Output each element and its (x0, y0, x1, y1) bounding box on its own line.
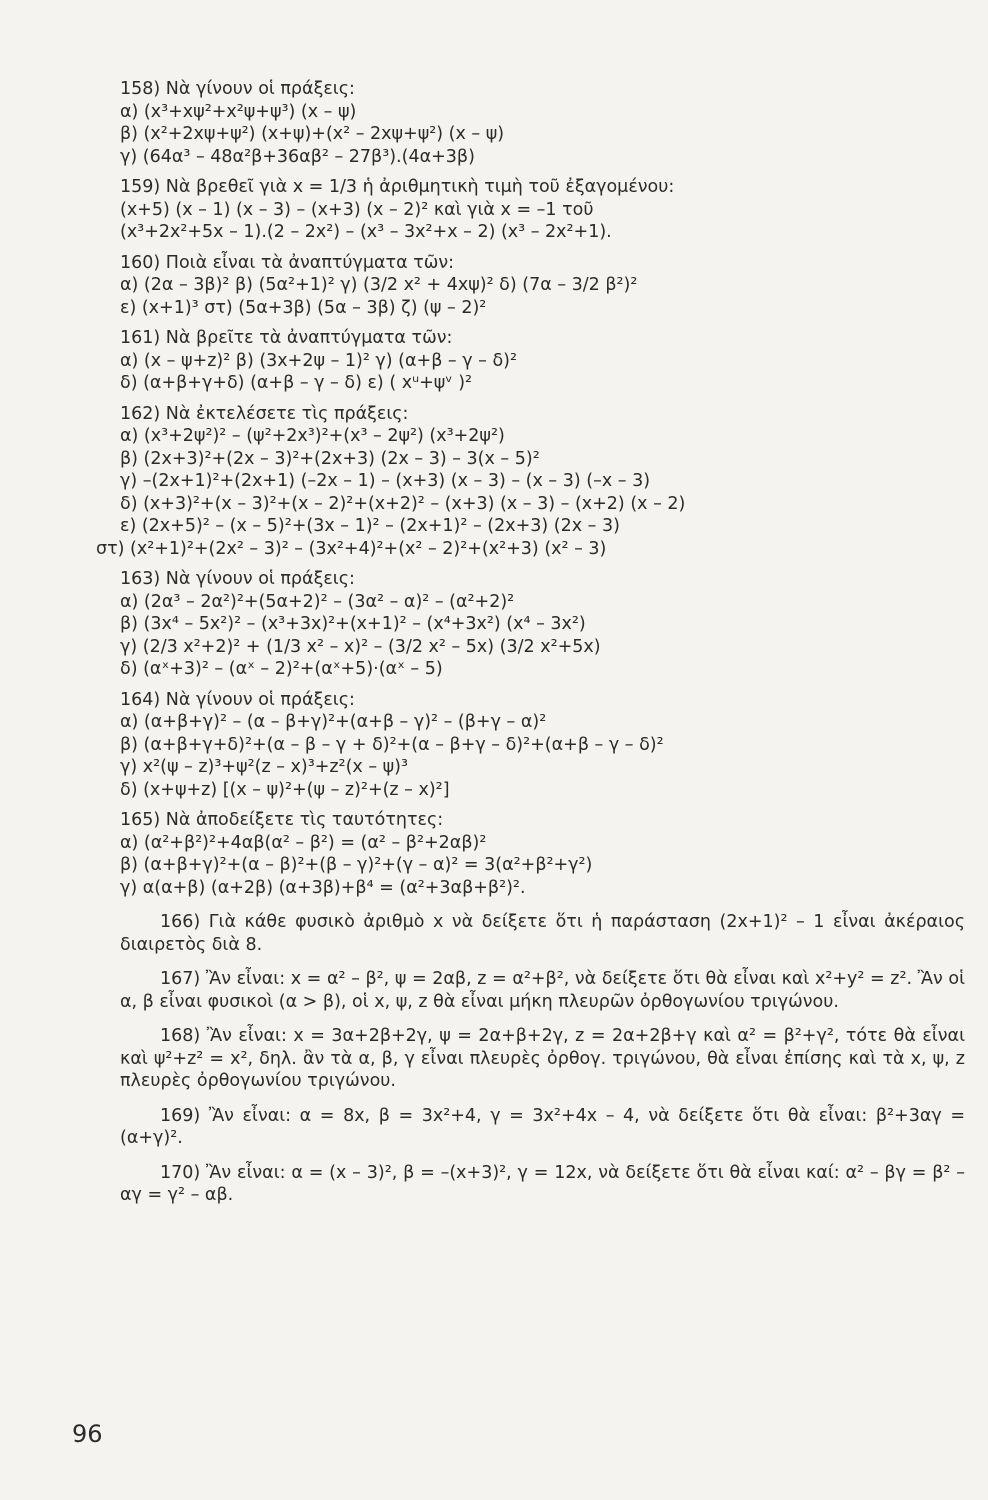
exercise-paragraph: 168) Ἂν εἶναι: x = 3α+2β+2γ, ψ = 2α+β+2γ, z = 2α+2β+γ καὶ α² = β²+γ², τότε θὰ εἶναι καὶ ψ²+z² = x², δηλ. ἂν τὰ α, β, γ εἶναι πλευρὲς ὀρθογ. τριγώνου, θὰ εἶναι ἐπίσης καὶ τὰ x, ψ, z πλευρὲς ὀρθογωνίου τριγώνου. (120, 1026, 965, 1091)
exercise-paragraph: 166) Γιὰ κάθε φυσικὸ ἀριθμὸ x νὰ δείξετε ὅτι ἡ παράσταση (2x+1)² – 1 εἶναι ἀκέραιος διαιρετὸς διὰ 8. (120, 912, 965, 955)
exercise-heading: 161) Νὰ βρεῖτε τὰ ἀναπτύγματα τῶν: (120, 328, 453, 348)
exercise-line: α) (α+β+γ)² – (α – β+γ)²+(α+β – γ)² – (β+γ – α)² (120, 712, 547, 732)
exercise-line: γ) (2/3 x²+2)² + (1/3 x² – x)² – (3/2 x² – 5x) (3/2 x²+5x) (120, 636, 601, 657)
exercise-line: (x³+2x²+5x – 1).(2 – 2x²) – (x³ – 3x²+x – 2) (x³ – 2x²+1). (120, 222, 612, 242)
exercise-line: δ) (x+3)²+(x – 3)²+(x – 2)²+(x+2)² – (x+3) (x – 3) – (x+2) (x – 2) (120, 493, 686, 514)
exercise-heading: 160) Ποιὰ εἶναι τὰ ἀναπτύγματα τῶν: (120, 252, 455, 273)
exercise-line: ε) (2x+5)² – (x – 5)²+(3x – 1)² – (2x+1)² – (2x+3) (2x – 3) (120, 516, 620, 536)
exercise-line: γ) (64α³ – 48α²β+36αβ² – 27β³).(4α+3β) (120, 146, 475, 167)
exercise-line: γ) α(α+β) (α+2β) (α+3β)+β⁴ = (α²+3αβ+β²)². (120, 877, 526, 898)
exercise-line: γ) x²(ψ – z)³+ψ²(z – x)³+z²(x – ψ)³ (120, 757, 409, 777)
exercise-list (96, 78, 965, 1207)
exercise-paragraph: 169) Ἂν εἶναι: α = 8x, β = 3x²+4, γ = 3x²+4x – 4, νὰ δείξετε ὅτι θὰ εἶναι: β²+3αγ = (α+γ)². (120, 1105, 965, 1148)
exercise-heading: 163) Νὰ γίνουν οἱ πράξεις: (120, 569, 355, 589)
exercise-heading: 158) Νὰ γίνουν οἱ πράξεις: (120, 79, 355, 99)
exercise-heading: 159) Νὰ βρεθεῖ γιὰ x = 1/3 ἡ ἀριθμητικὴ τιμὴ τοῦ ἐξαγομένου: (120, 177, 675, 197)
exercise-line: α) (x³+xψ²+x²ψ+ψ³) (x – ψ) (120, 101, 357, 122)
exercise-lines (96, 78, 965, 899)
exercise-paragraphs (120, 911, 965, 1207)
exercise-line: α) (2α – 3β)² β) (5α²+1)² γ) (3/2 x² + 4xψ)² δ) (7α – 3/2 β²)² (120, 275, 638, 295)
exercise-heading: 164) Νὰ γίνουν οἱ πράξεις: (120, 689, 355, 710)
exercise-line: α) (2α³ – 2α²)²+(5α+2)² – (3α² – α)² – (α²+2)² (120, 591, 515, 612)
exercise-line: ε) (x+1)³ στ) (5α+3β) (5α – 3β) ζ) (ψ – 2)² (120, 297, 487, 318)
exercise-line: α) (x³+2ψ²)² – (ψ²+2x³)²+(x³ – 2ψ²) (x³+2ψ²) (120, 426, 505, 446)
exercise-heading: 162) Νὰ ἐκτελέσετε τὶς πράξεις: (120, 403, 409, 424)
exercise-line: δ) (x+ψ+z) [(x – ψ)²+(ψ – z)²+(z – x)²] (120, 779, 450, 800)
exercise-paragraph: 167) Ἂν εἶναι: x = α² – β², ψ = 2αβ, z = α²+β², νὰ δείξετε ὅτι θὰ εἶναι καὶ x²+y² = z². Ἂν οἱ α, β εἶναι φυσικοὶ (α > β), οἱ x, ψ, z θὰ εἶναι μήκη πλευρῶν ὀρθογωνίου τριγώνου. (120, 969, 965, 1012)
exercise-heading: 165) Νὰ ἀποδείξετε τὶς ταυτότητες: (120, 810, 444, 830)
exercise-line: β) (3x⁴ – 5x²)² – (x³+3x)²+(x+1)² – (x⁴+3x²) (x⁴ – 3x²) (120, 614, 586, 634)
exercise-paragraph: 170) Ἂν εἶναι: α = (x – 3)², β = –(x+3)², γ = 12x, νὰ δείξετε ὅτι θὰ εἶναι καί: α² – βγ = β² – αγ = γ² – αβ. (120, 1162, 965, 1205)
exercise-line: στ) (x²+1)²+(2x² – 3)² – (3x²+4)²+(x² – 2)²+(x²+3) (x² – 3) (96, 538, 607, 559)
exercise-line: β) (α+β+γ)²+(α – β)²+(β – γ)²+(γ – α)² = 3(α²+β²+γ²) (120, 855, 593, 875)
exercise-line: α) (α²+β²)²+4αβ(α² – β²) = (α² – β²+2αβ)² (120, 832, 487, 853)
page-number: 96 (72, 1420, 103, 1448)
exercise-line: γ) –(2x+1)²+(2x+1) (–2x – 1) – (x+3) (x – 3) – (x – 3) (–x – 3) (120, 471, 651, 491)
exercise-line: β) (α+β+γ+δ)²+(α – β – γ + δ)²+(α – β+γ – δ)²+(α+β – γ – δ)² (120, 734, 664, 755)
exercise-line: β) (x²+2xψ+ψ²) (x+ψ)+(x² – 2xψ+ψ²) (x – ψ) (120, 124, 505, 144)
exercise-line: (x+5) (x – 1) (x – 3) – (x+3) (x – 2)² καὶ γιὰ x = –1 τοῦ (120, 199, 594, 220)
exercise-line: α) (x – ψ+z)² β) (3x+2ψ – 1)² γ) (α+β – γ – δ)² (120, 350, 518, 371)
exercise-line: δ) (αˣ+3)² – (αˣ – 2)²+(αˣ+5)·(αˣ – 5) (120, 659, 443, 679)
exercise-line: β) (2x+3)²+(2x – 3)²+(2x+3) (2x – 3) – 3(x – 5)² (120, 448, 540, 469)
exercise-line: δ) (α+β+γ+δ) (α+β – γ – δ) ε) ( xᵘ+ψᵛ )² (120, 373, 473, 393)
